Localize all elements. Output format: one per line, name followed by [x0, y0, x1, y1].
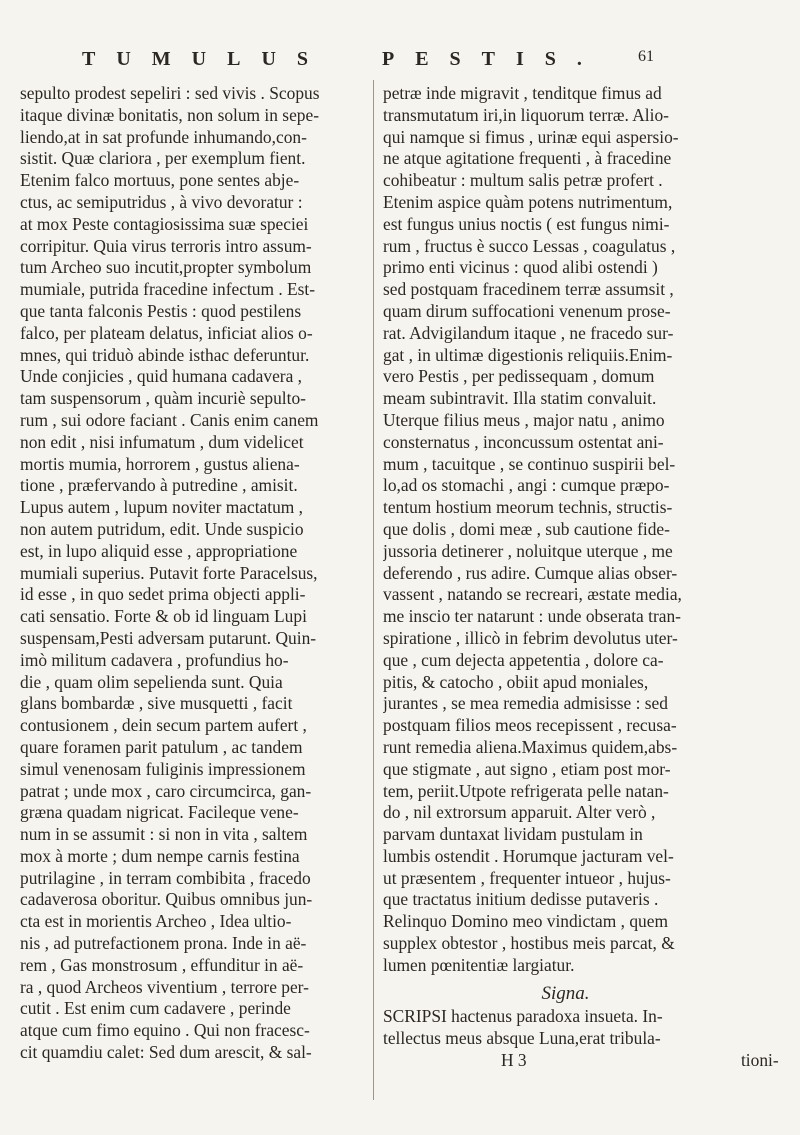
- text-line: consternatus , inconcussum ostentat ani-: [383, 431, 664, 452]
- text-line: Etenim aspice quàm potens nutrimentum,: [383, 191, 673, 212]
- text-line: mortis mumia, horrorem , gustus aliena-: [20, 453, 300, 474]
- text-line: sepulto prodest sepeliri : sed vivis . Scopus: [20, 83, 320, 103]
- text-line: Lupus autem , lupum noviter mactatum ,: [20, 497, 304, 518]
- text-line: imò militum cadavera , profundius ho-: [20, 649, 289, 670]
- text-line: lumbis ostendit . Horumque jacturam vel-: [383, 845, 674, 866]
- text-line: tellectus meus absque Luna,erat tribula-: [383, 1028, 661, 1049]
- text-line: nis , ad putrefactionem prona. Inde in aë-: [20, 933, 307, 954]
- text-line: lo,ad os stomachi , angi : cumque præpo-: [383, 475, 670, 496]
- text-line: putrilagine , in terram combibita , fracedo: [20, 867, 311, 888]
- text-line: mox à morte ; dum nempe carnis festina: [20, 845, 300, 866]
- text-line: ra , quod Archeos viventium , terrore per-: [20, 976, 309, 997]
- text-line: ut præsentem , frequenter intueor , hujus-: [383, 867, 671, 888]
- text-line: tum Archeo suo incutit,propter symbolum: [20, 257, 312, 278]
- text-line: spiratione , illicò in febrim devolutus uter-: [383, 627, 678, 648]
- text-line: supplex obtestor , hostibus meis parcat, &: [383, 933, 675, 954]
- text-line: me inscio ter natarunt : unde obserata tran-: [383, 606, 681, 627]
- text-line: itaque divinæ bonitatis, non solum in sepe-: [20, 104, 319, 125]
- text-line: patrat ; unde mox , caro circumcirca, gan-: [20, 780, 312, 801]
- text-line: quare foramen parit patulum , ac tandem: [20, 736, 303, 757]
- text-line: græna quadam nigricat. Facileque vene-: [20, 802, 299, 823]
- text-line: cta est in morientis Archeo , Idea ultio-: [20, 911, 292, 932]
- footer-line: [383, 1050, 779, 1072]
- running-title-left: TUMULUS: [82, 48, 330, 70]
- text-line: jurantes , se mea remedia admisisse : sed: [383, 693, 668, 714]
- text-line: corripitur. Quia virus terroris intro assum-: [20, 235, 312, 256]
- catchword: tioni-: [740, 1050, 779, 1071]
- text-line: que tanta falconis Pestis : quod pestilens: [20, 300, 302, 321]
- text-line: cati sensatio. Forte & ob id linguam Lupi: [20, 606, 307, 627]
- text-line: que stigmate , aut signo , etiam post mor-: [383, 758, 671, 779]
- text-line: qui namque si fimus , urinæ equi aspersio-: [383, 126, 679, 147]
- text-line: mumiali superius. Putavit forte Paracelsus,: [20, 562, 318, 583]
- text-line: contusionem , dein secum partem aufert ,: [20, 715, 307, 736]
- text-line: rum , sui odore faciant . Canis enim canem: [20, 409, 319, 430]
- text-line: petræ inde migravit , tenditque fimus ad: [383, 83, 662, 103]
- text-line: simul venenosam fuliginis impressionem: [20, 758, 306, 779]
- text-line: ne atque agitatione frequenti , à fracedine: [383, 148, 672, 169]
- text-line: die , quam olim sepelienda sunt. Quia: [20, 671, 283, 692]
- right-text-column: [383, 83, 779, 1072]
- text-line: num in se assumit : si non in vita , saltem: [20, 824, 308, 845]
- text-line: sistit. Quæ clariora , per exemplum fient.: [20, 148, 306, 169]
- text-line: Unde conjicies , quid humana cadavera ,: [20, 366, 303, 387]
- signa-paragraph: [383, 1006, 748, 1050]
- text-line: rum , fructus è succo Lessas , coagulatus ,: [383, 235, 676, 256]
- text-line: do , nil extrorsum apparuit. Alter verò ,: [383, 802, 656, 823]
- left-text-column: [20, 83, 385, 1064]
- text-line: sed postquam fracedinem terræ assumsit ,: [383, 279, 674, 300]
- signa-heading: Signa.: [541, 982, 590, 1004]
- text-line: Uterque filius meus , major natu , animo: [383, 409, 665, 430]
- text-line: parvam duntaxat lividam pustulam in: [383, 824, 643, 845]
- text-line: lumen pœnitentiæ largiatur.: [383, 954, 575, 975]
- text-line: glans bombardæ , sive musquetti , facit: [20, 693, 293, 714]
- text-line: rem , Gas monstrosum , effunditur in aë-: [20, 954, 304, 975]
- text-line: rat. Advigilandum itaque , ne fracedo sur-: [383, 322, 674, 343]
- text-line: Etenim falco mortuus, pone sentes abje-: [20, 170, 300, 191]
- text-line: gat , in ultimæ digestionis reliquiis.Enim-: [383, 344, 673, 365]
- text-line: liendo,at in sat profunde inhumando,con-: [20, 126, 307, 147]
- text-line: non autem putridum, edit. Unde suspicio: [20, 518, 304, 539]
- text-line: jussoria detinerer , noluitque uterque , me: [383, 540, 673, 561]
- text-line: que tractatus initium dedisse putaveris .: [383, 889, 659, 910]
- text-line: runt remedia aliena.Maximus quidem,abs-: [383, 736, 678, 757]
- text-line: deferendo , rus adire. Cumque alias obser-: [383, 562, 678, 583]
- text-line: mnes, qui triduò abinde isthac deferuntur.: [20, 344, 310, 365]
- text-line: atque cum fimo equino . Qui non fracesc-: [20, 1020, 310, 1041]
- text-line: falco, per plateam delatus, inficiat alios o-: [20, 322, 313, 343]
- text-line: tam suspensorum , quàm incuriè sepulto-: [20, 388, 306, 409]
- text-line: primo enti vicinus : quod alibi ostendi ): [383, 257, 658, 278]
- text-line: est fungus unius noctis ( est fungus nimi-: [383, 213, 670, 234]
- text-line: quam dirum suffocationi venenum prose-: [383, 300, 671, 321]
- text-line: Relinquo Domino meo vindictam , quem: [383, 911, 668, 932]
- text-line: postquam filios meos recepissent , recusa-: [383, 715, 677, 736]
- text-line: mum , tacuitque , se continuo suspirii bel-: [383, 453, 676, 474]
- text-line: at mox Peste contagiosissima suæ speciei: [20, 213, 309, 234]
- text-line: meam subintravit. Illa statim convaluit.: [383, 388, 657, 409]
- text-line: tione , præfervando à putredine , amisit.: [20, 475, 298, 496]
- page-number: 61: [638, 48, 654, 65]
- text-line: mumiale, putrida fracedine infectum . Est-: [20, 279, 316, 300]
- text-line: id esse , in quo sedet prima objecti appli-: [20, 584, 306, 605]
- right-text-lines: [383, 83, 748, 977]
- text-line: que , cum dejecta appetentia , dolore ca-: [383, 649, 664, 670]
- text-line: suspensam,Pesti adversam putarunt. Quin-: [20, 627, 317, 648]
- text-line: pitis, & catocho , obiit apud moniales,: [383, 671, 649, 692]
- text-line: ctus, ac semiputridus , à vivo devoratur :: [20, 191, 303, 212]
- text-line: cit quamdiu calet: Sed dum arescit, & sal-: [20, 1042, 312, 1063]
- signature-mark: H 3: [501, 1050, 527, 1071]
- text-line: cadaverosa oboritur. Quibus omnibus jun-: [20, 889, 313, 910]
- text-line: SCRIPSI hactenus paradoxa insueta. In-: [383, 1006, 663, 1027]
- text-line: cohibeatur : multum salis petræ profert .: [383, 170, 663, 191]
- text-line: est, in lupo aliquid esse , appropriatione: [20, 540, 298, 561]
- text-line: tentum hostium meorum technis, structis-: [383, 497, 673, 518]
- running-title-right: PESTIS.: [382, 48, 603, 70]
- text-line: vassent , natando se recreari, æstate media,: [383, 584, 682, 605]
- text-line: non edit , nisi infumatum , dum videlicet: [20, 431, 304, 452]
- text-line: cutit . Est enim cum cadavere , perinde: [20, 998, 291, 1019]
- text-line: que dolis , domi meæ , sub cautione fide-: [383, 518, 670, 539]
- text-line: tem, periit.Utpote refrigerata pelle natan-: [383, 780, 669, 801]
- text-line: transmutatum iri,in liquorum terræ. Alio-: [383, 104, 669, 125]
- running-header: [0, 48, 800, 76]
- text-line: vero Pestis , per pedissequam , domum: [383, 366, 655, 387]
